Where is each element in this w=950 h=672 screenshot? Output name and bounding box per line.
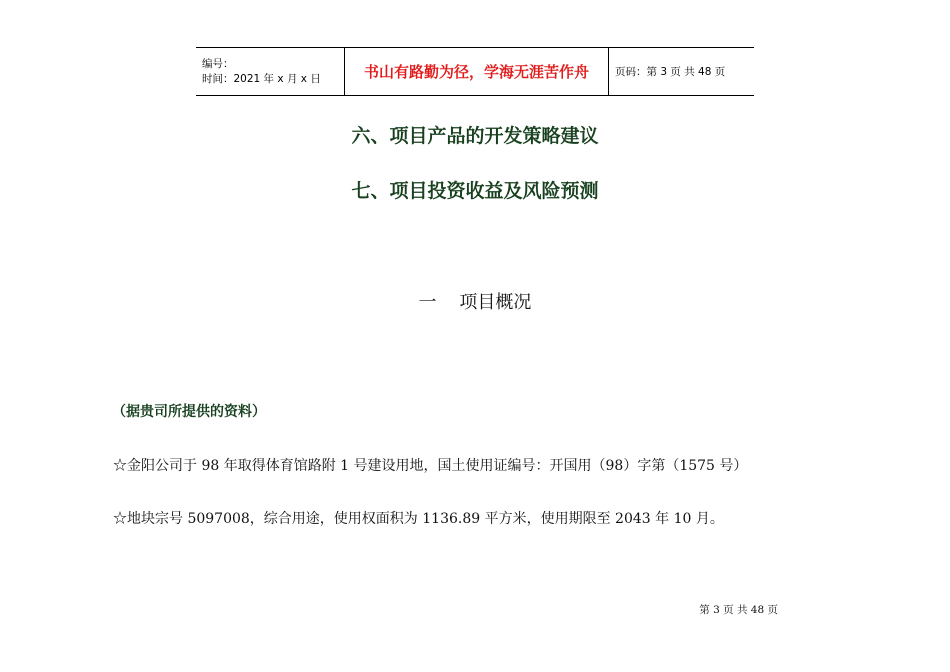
paragraph-plot: ☆地块宗号 5097008，综合用途，使用权面积为 1136.89 平方米，使用期限至 2043 年 10 月。 [113, 511, 724, 527]
header-page-info: 页码：第 3 页 共 48 页 [609, 48, 755, 96]
source-note: （据贵司所提供的资料） [112, 404, 266, 420]
paragraph-land: ☆金阳公司于 98 年取得体育馆路附 1 号建设用地，国土使用证编号：开国用（98）字第（1575 号） [113, 458, 748, 474]
header-motto: 书山有路勤为径，学海无涯苦作舟 [345, 48, 609, 96]
page-header [196, 47, 754, 96]
heading-seven: 七、项目投资收益及风险预测 [351, 180, 599, 202]
section-title: 一 项目概况 [418, 292, 532, 313]
page-footer: 第 3 页 共 48 页 [699, 604, 778, 616]
heading-six: 六、项目产品的开发策略建议 [351, 125, 599, 147]
serial-label: 编号： [202, 57, 234, 70]
time-label: 时间：2021 年 x 月 x 日 [202, 72, 321, 85]
header-meta-cell [196, 48, 345, 96]
